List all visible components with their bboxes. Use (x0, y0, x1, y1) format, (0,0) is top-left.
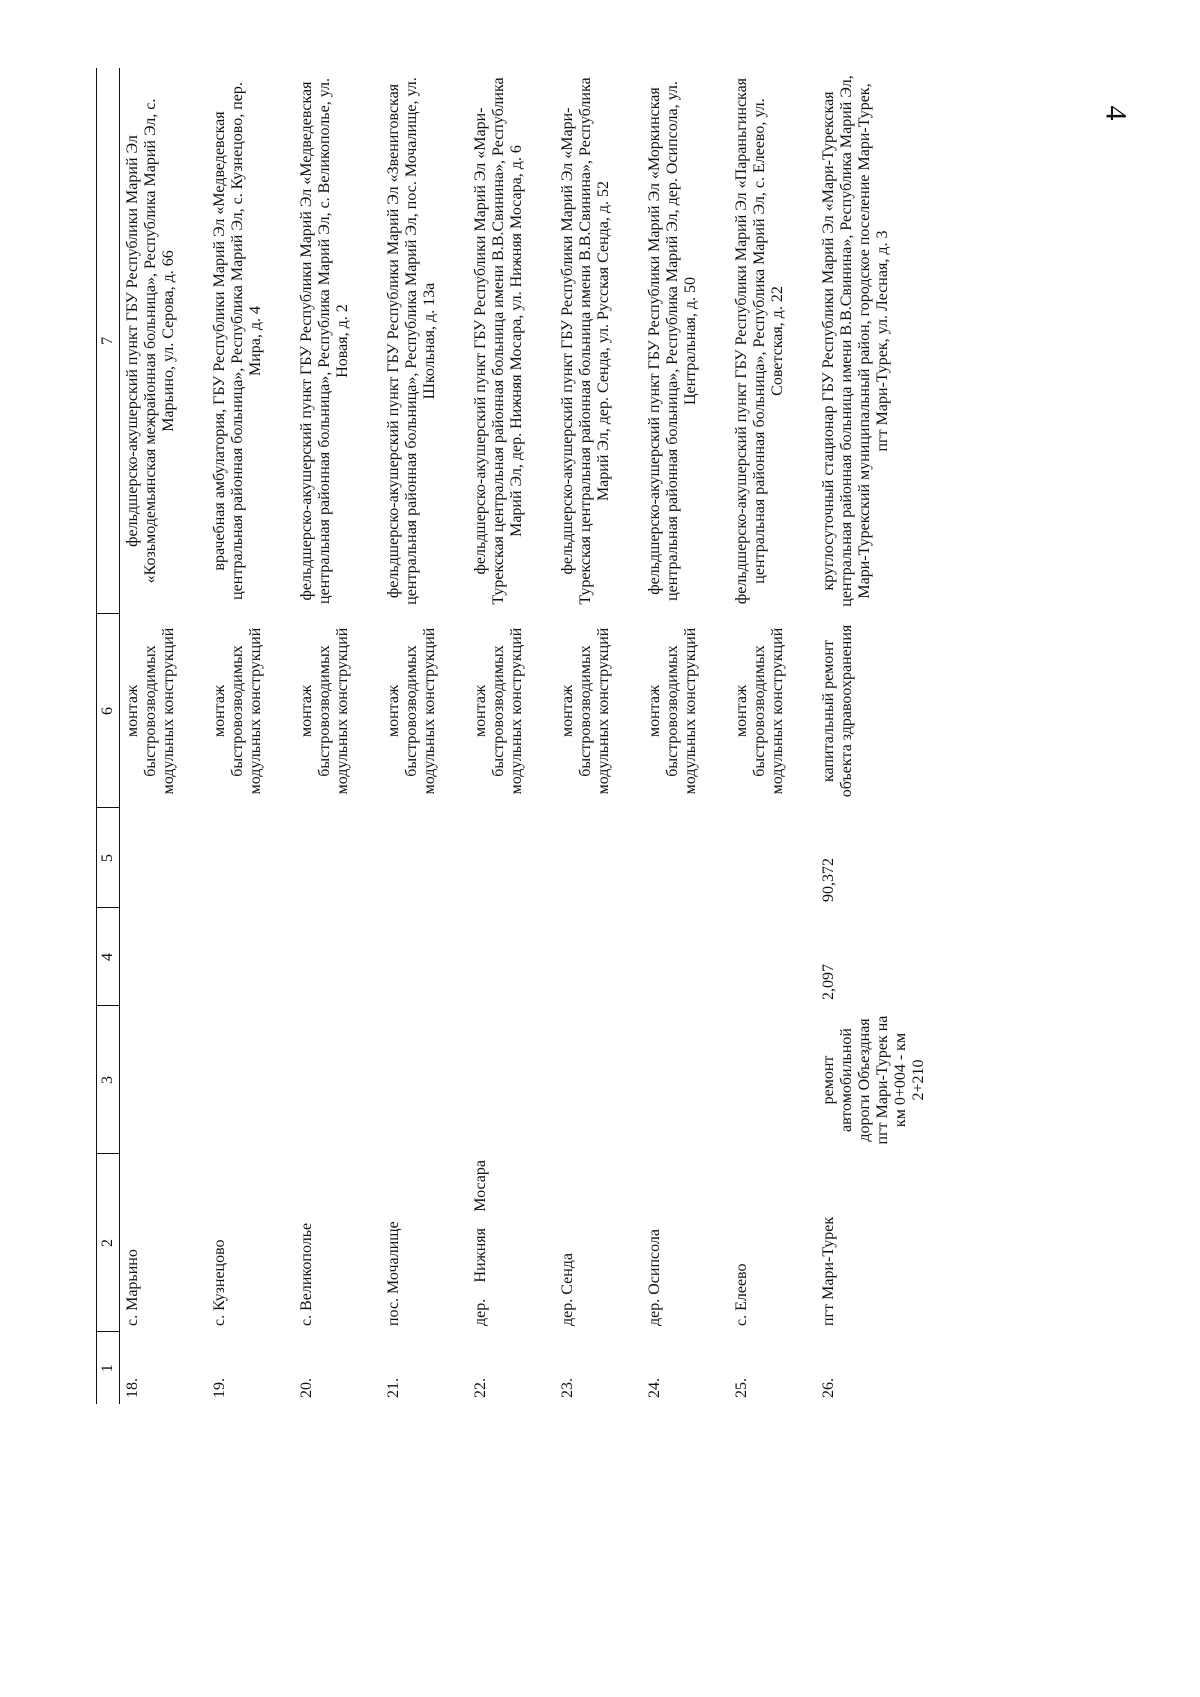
settlement-name: пос. Мочалище (385, 1221, 402, 1326)
table-row (294, 68, 381, 1404)
table-row (381, 68, 468, 1404)
column-header-2: 2 (97, 1154, 120, 1332)
work-type: монтаж быстровозводимых модульных конструкций (559, 627, 613, 795)
road-length (555, 908, 642, 1006)
health-object: фельдшерско-акушерский пункт ГБУ Республики Марий Эл «Моркинская центральная районная больница», Республика Марий Эл, дер. Осипсола, ул. Центральная, д. 50 (646, 81, 700, 601)
health-object: фельдшерско-акушерский пункт ГБУ Республики Марий Эл «Параньгинская центральная районная больница», Республика Марий Эл, с. Елеево, ул. Советская, д. 22 (733, 77, 787, 605)
health-object: круглосуточный стационар ГБУ Республики Марий Эл «Мари-Турекская центральная районная больница имени В.В.Свинина», Республика Марий Эл, Мари-Турекский муниципальный район, городское поселение Мари-Турек, пгт Мари-Турек, ул. Лесная, д. 3 (820, 75, 892, 607)
cost-value (729, 808, 816, 908)
road-work-description: ремонт автомобильной дороги Объездная пгт Мари-Турек на км 0+004 - км 2+210 (820, 1015, 928, 1145)
work-type: монтаж быстровозводимых модульных конструкций (385, 627, 439, 795)
road-length (120, 908, 208, 1006)
row-number: 22. (472, 1378, 489, 1398)
settlement-name: с. Кузнецово (211, 1239, 228, 1326)
road-length (294, 908, 381, 1006)
road-length (642, 908, 729, 1006)
settlement-name: с. Марьино (124, 1249, 141, 1326)
row-number: 19. (211, 1378, 228, 1398)
settlement-name: дер. Осипсола (646, 1229, 663, 1326)
road-work-description (555, 1006, 642, 1154)
health-object: фельдшерско-акушерский пункт ГБУ Республики Марий Эл «Мари-Турекская центральная районная больница имени В.В.Свинина», Республика Марий Эл, дер. Нижняя Мосара, ул. Нижняя Мосара, д. 6 (472, 77, 526, 605)
road-length: 2,097 (820, 964, 837, 1000)
work-type: монтаж быстровозводимых модульных конструкций (298, 627, 352, 795)
health-object: фельдшерско-акушерский пункт ГБУ Республики Марий Эл «Мари-Турекская центральная районная больница имени В.В.Свинина», Республика Марий Эл, дер. Сенда, ул. Русская Сенда, д. 52 (559, 77, 613, 605)
cost-value (294, 808, 381, 908)
column-header-5: 5 (97, 808, 120, 908)
column-header-1: 1 (97, 1332, 120, 1404)
page-number: 4 (1099, 105, 1133, 121)
work-type: монтаж быстровозводимых модульных конструкций (646, 627, 700, 795)
cost-value (381, 808, 468, 908)
row-number: 26. (820, 1378, 837, 1398)
table-row (555, 68, 642, 1404)
health-object: фельдшерско-акушерский пункт ГБУ Республики Марий Эл «Козьмодемьянская межрайонная больница», Республика Марий Эл, с. Марьино, ул. Серова, д. 66 (124, 98, 178, 584)
document-table (96, 68, 938, 1404)
row-number: 23. (559, 1378, 576, 1398)
row-number: 21. (385, 1378, 402, 1398)
settlement-name: дер. Нижняя Мосара (472, 1160, 489, 1326)
work-type: монтаж быстровозводимых модульных конструкций (733, 627, 787, 795)
row-number: 20. (298, 1378, 315, 1398)
column-header-3: 3 (97, 1006, 120, 1154)
table-row (120, 68, 208, 1404)
table-row (816, 68, 938, 1404)
settlement-name: с. Великополье (298, 1222, 315, 1326)
column-header-6: 6 (97, 614, 120, 808)
column-header-4: 4 (97, 908, 120, 1006)
road-length (381, 908, 468, 1006)
row-number: 18. (124, 1378, 141, 1398)
road-work-description (642, 1006, 729, 1154)
column-header-7: 7 (97, 68, 120, 614)
health-object: фельдшерско-акушерский пункт ГБУ Республики Марий Эл «Звениговская центральная районная больница», Республика Марий Эл, пос. Мочалище, ул. Школьная, д. 13а (385, 77, 439, 605)
road-length (207, 908, 294, 1006)
cost-value (468, 808, 555, 908)
row-number: 25. (733, 1378, 750, 1398)
road-work-description (381, 1006, 468, 1154)
work-type: монтаж быстровозводимых модульных конструкций (472, 627, 526, 795)
road-work-description (729, 1006, 816, 1154)
row-number: 24. (646, 1378, 663, 1398)
cost-value (555, 808, 642, 908)
road-work-description (468, 1006, 555, 1154)
cost-value (642, 808, 729, 908)
cost-value (120, 808, 208, 908)
road-work-description (294, 1006, 381, 1154)
table-row (468, 68, 555, 1404)
road-length (468, 908, 555, 1006)
road-length (729, 908, 816, 1006)
settlement-name: с. Елеево (733, 1263, 750, 1326)
table-row (207, 68, 294, 1404)
settlement-name: пгт Мари-Турек (820, 1216, 837, 1326)
cost-value (207, 808, 294, 908)
work-type: капитальный ремонт объекта здравоохранения (820, 624, 856, 798)
health-object: врачебная амбулатория, ГБУ Республики Марий Эл «Медведевская центральная районная больница», Республика Марий Эл, с. Кузнецово, пер. Мира, д. 4 (211, 82, 265, 600)
header-row (97, 68, 120, 1404)
settlement-name: дер. Сенда (559, 1252, 576, 1326)
document-table-rotated (96, 68, 1200, 1404)
cost-value: 90,372 (820, 858, 837, 902)
road-work-description (120, 1006, 208, 1154)
work-type: монтаж быстровозводимых модульных конструкций (211, 627, 265, 795)
table-row (642, 68, 729, 1404)
work-type: монтаж быстровозводимых модульных конструкций (124, 627, 178, 795)
road-work-description (207, 1006, 294, 1154)
health-object: фельдшерско-акушерский пункт ГБУ Республики Марий Эл «Медведевская центральная районная больница», Республика Марий Эл, с. Великополье, ул. Новая, д. 2 (298, 78, 352, 604)
table-row (729, 68, 816, 1404)
